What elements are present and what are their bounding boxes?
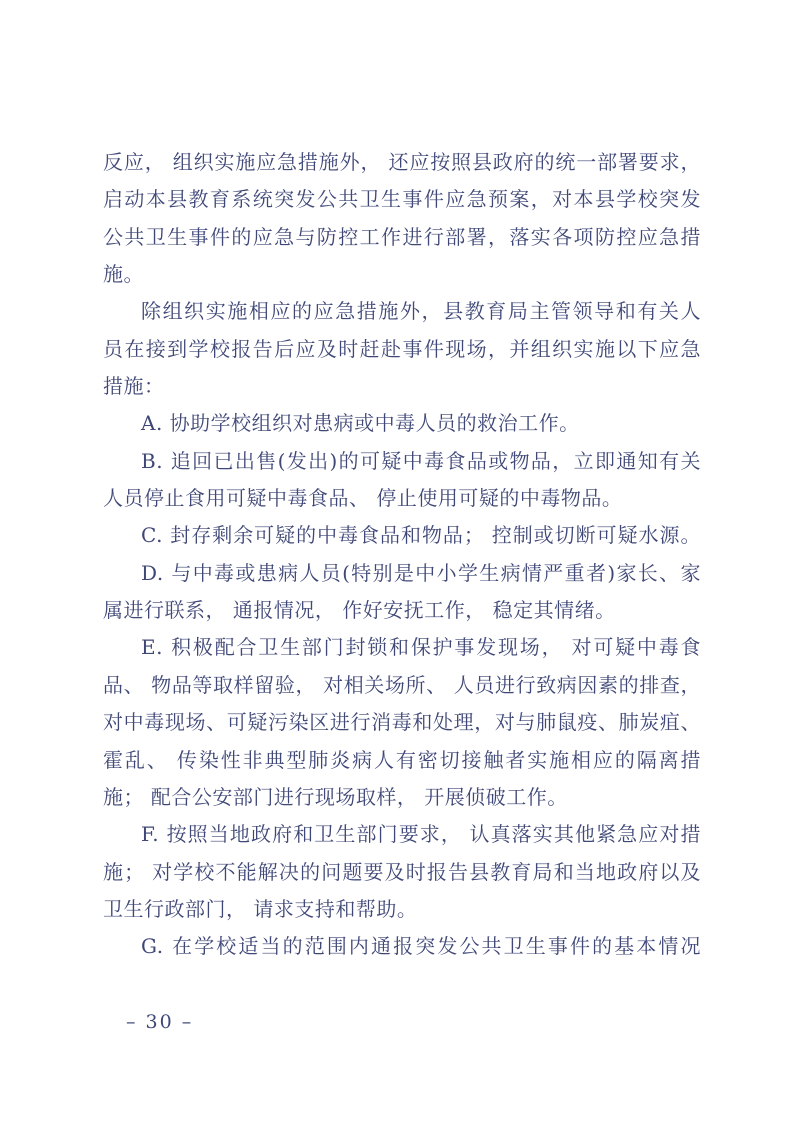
- document-body: [103, 144, 701, 966]
- text-line: 除组织实施相应的应急措施外，县教育局主管领导和有关人: [141, 299, 701, 324]
- text-line: E. 积极配合卫生部门封锁和保护事发现场， 对可疑中毒食: [141, 635, 701, 660]
- text-line: B. 追回已出售(发出)的可疑中毒食品或物品，立即通知有关: [141, 448, 701, 473]
- text-line: C. 封存剩余可疑的中毒食品和物品； 控制或切断可疑水源。: [141, 523, 701, 548]
- text-line: D. 与中毒或患病人员(特别是中小学生病情严重者)家长、家: [141, 560, 701, 585]
- text-line: G. 在学校适当的范围内通报突发公共卫生事件的基本情况: [141, 934, 701, 959]
- text-line: 卫生行政部门， 请求支持和帮助。: [103, 896, 418, 921]
- page-number: – 30 –: [126, 1011, 194, 1033]
- text-line: 人员停止食用可疑中毒食品、 停止使用可疑的中毒物品。: [103, 486, 623, 511]
- text-line: 施； 配合公安部门进行现场取样， 开展侦破工作。: [103, 784, 568, 809]
- text-line: 对中毒现场、可疑污染区进行消毒和处理，对与肺鼠疫、肺炭疽、: [103, 710, 701, 735]
- text-line: 员在接到学校报告后应及时赶赴事件现场，并组织实施以下应急: [103, 336, 701, 361]
- text-line: 品、 物品等取样留验， 对相关场所、 人员进行致病因素的排查，: [103, 672, 701, 697]
- text-line: 属进行联系， 通报情况， 作好安抚工作， 稳定其情绪。: [103, 598, 616, 623]
- text-line: 启动本县教育系统突发公共卫生事件应急预案，对本县学校突发: [103, 187, 701, 212]
- text-line: 施； 对学校不能解决的问题要及时报告县教育局和当地政府以及: [103, 859, 701, 884]
- text-line: 施。: [103, 262, 144, 287]
- text-line: 措施：: [103, 374, 165, 399]
- text-line: F. 按照当地政府和卫生部门要求， 认真落实其他紧急应对措: [141, 822, 701, 847]
- text-line: 公共卫生事件的应急与防控工作进行部署，落实各项防控应急措: [103, 224, 701, 249]
- text-line: 霍乱、 传染性非典型肺炎病人有密切接触者实施相应的隔离措: [103, 747, 701, 772]
- text-line: A. 协助学校组织对患病或中毒人员的救治工作。: [141, 411, 580, 436]
- text-line: 反应， 组织实施应急措施外， 还应按照县政府的统一部署要求，: [103, 150, 701, 174]
